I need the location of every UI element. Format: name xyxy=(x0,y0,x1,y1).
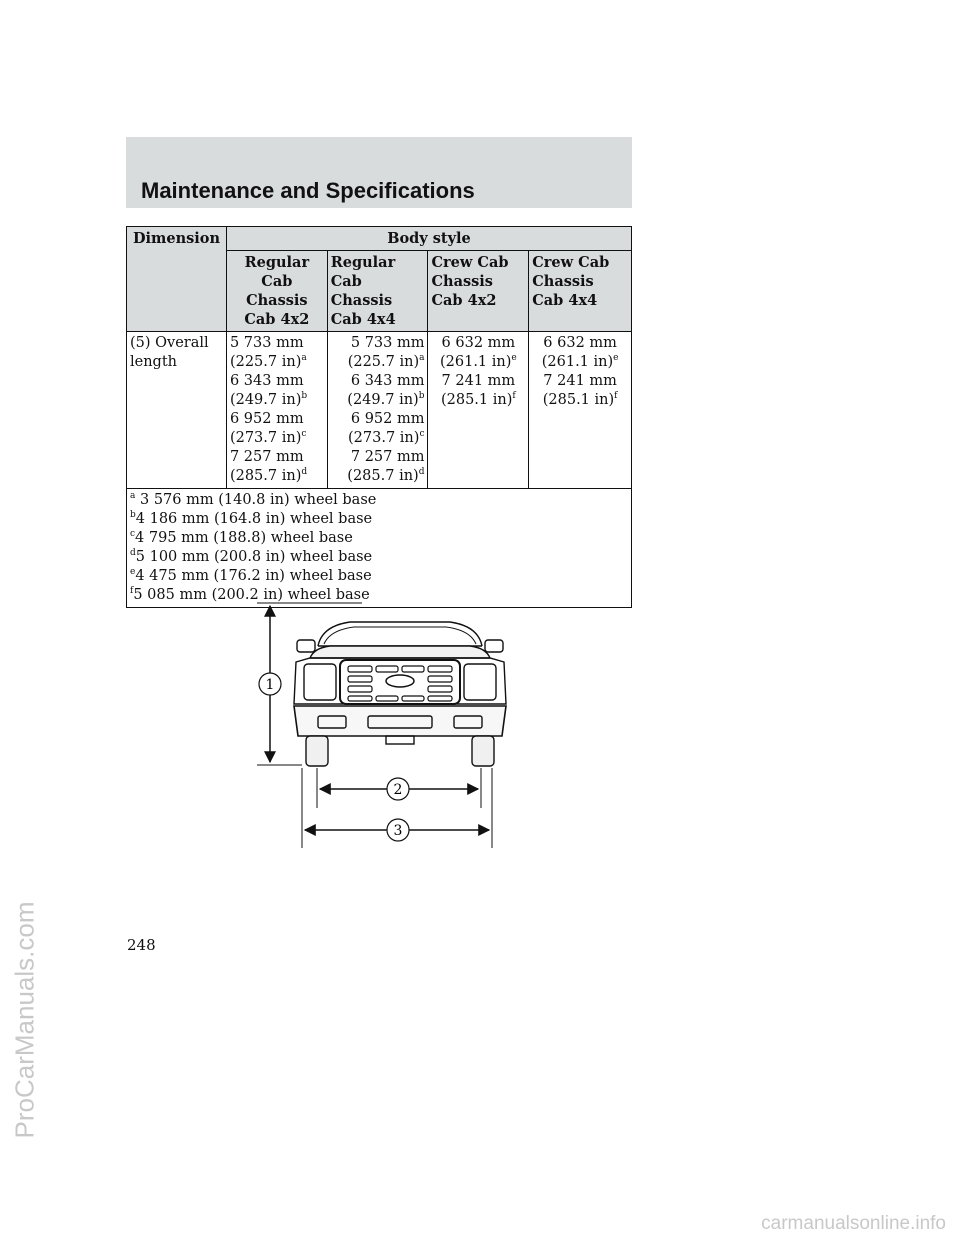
footnote-item xyxy=(130,491,628,510)
measurement-value: (261.1 in)$^e$ xyxy=(439,353,517,370)
measurement-value: (273.7 in)$^c$ xyxy=(348,429,425,446)
footnote-marker: d xyxy=(301,467,308,478)
measurement-value: (249.7 in)$^b$ xyxy=(229,391,308,408)
bottom-watermark: carmanualsonline.info xyxy=(761,1213,946,1234)
measurement-value: 6 952 mm xyxy=(350,411,425,427)
footnote-text: 5 085 mm (200.2 in) wheel base xyxy=(133,587,370,603)
measurement-value: (285.7 in)$^d$ xyxy=(347,467,425,484)
footnote-mark: d xyxy=(130,548,136,559)
measurement-value: 6 632 mm xyxy=(543,335,617,351)
measurement-value: (285.7 in)$^d$ xyxy=(229,467,308,484)
measurement-value: (225.7 in)$^a$ xyxy=(347,353,425,370)
footnote-mark: b xyxy=(130,510,136,521)
column-header-crew-cab-4x2: Crew Cab Chassis Cab 4x2 xyxy=(428,251,529,332)
page-number: 248 xyxy=(127,936,156,954)
footnote-marker: d xyxy=(418,467,425,478)
measurement-value: 6 343 mm xyxy=(229,373,304,389)
row-label: (5) Overall length xyxy=(127,332,227,489)
footnote-item xyxy=(130,548,628,567)
measurement-value: (249.7 in)$^b$ xyxy=(347,391,425,408)
footnote-marker: f xyxy=(614,391,618,402)
cell-regular-4x2 xyxy=(226,332,327,489)
footnote-mark: e xyxy=(130,567,136,578)
footnote-text: 5 100 mm (200.8 in) wheel base xyxy=(135,549,373,565)
footnote-marker: c xyxy=(419,429,425,440)
measurement-value: (261.1 in)$^e$ xyxy=(541,353,619,370)
table-header-row xyxy=(127,227,632,251)
footnote-item xyxy=(130,567,628,586)
measurement-value: 5 733 mm xyxy=(350,335,425,351)
measurement-value: 7 257 mm xyxy=(350,449,425,465)
footnote-item xyxy=(130,529,628,548)
footnote-marker: a xyxy=(419,353,425,364)
dimensions-table xyxy=(126,226,632,608)
footnote-marker: a xyxy=(301,353,307,364)
measurement-value: 6 952 mm xyxy=(229,411,304,427)
footnote-text: 3 576 mm (140.8 in) wheel base xyxy=(135,492,377,508)
measurement-value: 5 733 mm xyxy=(229,335,304,351)
cell-crew-4x4 xyxy=(529,332,632,489)
measurement-value: (225.7 in)$^a$ xyxy=(229,353,307,370)
column-header-crew-cab-4x4: Crew Cab Chassis Cab 4x4 xyxy=(529,251,632,332)
footnote-mark: f xyxy=(130,586,134,597)
footnote-text: 4 186 mm (164.8 in) wheel base xyxy=(135,511,373,527)
measurement-value: (285.1 in)$^f$ xyxy=(542,391,618,408)
footnote-marker: e xyxy=(613,353,619,364)
footnote-marker: e xyxy=(511,353,517,364)
footnote-marker: c xyxy=(301,429,307,440)
truck-front-icon xyxy=(294,622,506,766)
footnote-text: 4 475 mm (176.2 in) wheel base xyxy=(135,568,372,584)
section-title: Maintenance and Specifications xyxy=(141,178,475,203)
footnote-mark: a xyxy=(130,491,136,502)
vehicle-front-dimensions-diagram xyxy=(250,596,510,852)
footnote-marker: b xyxy=(301,391,308,402)
cell-crew-4x2 xyxy=(428,332,529,489)
footnote-text: 4 795 mm (188.8) wheel base xyxy=(135,530,353,546)
table-row-overall-length xyxy=(127,332,632,489)
measurement-value: 7 257 mm xyxy=(229,449,304,465)
dimension-header: Dimension xyxy=(127,227,227,332)
measurement-value: 7 241 mm xyxy=(441,373,516,389)
measurement-value: 6 343 mm xyxy=(350,373,425,389)
track-label: 2 xyxy=(393,782,403,798)
footnote-marker: b xyxy=(418,391,425,402)
footnote-marker: f xyxy=(512,391,516,402)
footnote-mark: c xyxy=(130,529,136,540)
footnote-item xyxy=(130,510,628,529)
footnotes xyxy=(127,489,632,608)
column-header-regular-cab-4x4: Regular Cab Chassis Cab 4x4 xyxy=(327,251,428,332)
measurement-value: (285.1 in)$^f$ xyxy=(440,391,516,408)
measurement-value: 6 632 mm xyxy=(441,335,516,351)
cell-regular-4x4 xyxy=(327,332,428,489)
width-label: 3 xyxy=(393,823,403,839)
side-watermark: ProCarManuals.com xyxy=(9,901,40,1139)
measurement-value: (273.7 in)$^c$ xyxy=(229,429,307,446)
height-label: 1 xyxy=(265,677,275,693)
table-footnotes-row xyxy=(127,489,632,608)
column-header-regular-cab-4x2: Regular Cab Chassis Cab 4x2 xyxy=(226,251,327,332)
measurement-value: 7 241 mm xyxy=(543,373,617,389)
body-style-header: Body style xyxy=(226,227,631,251)
